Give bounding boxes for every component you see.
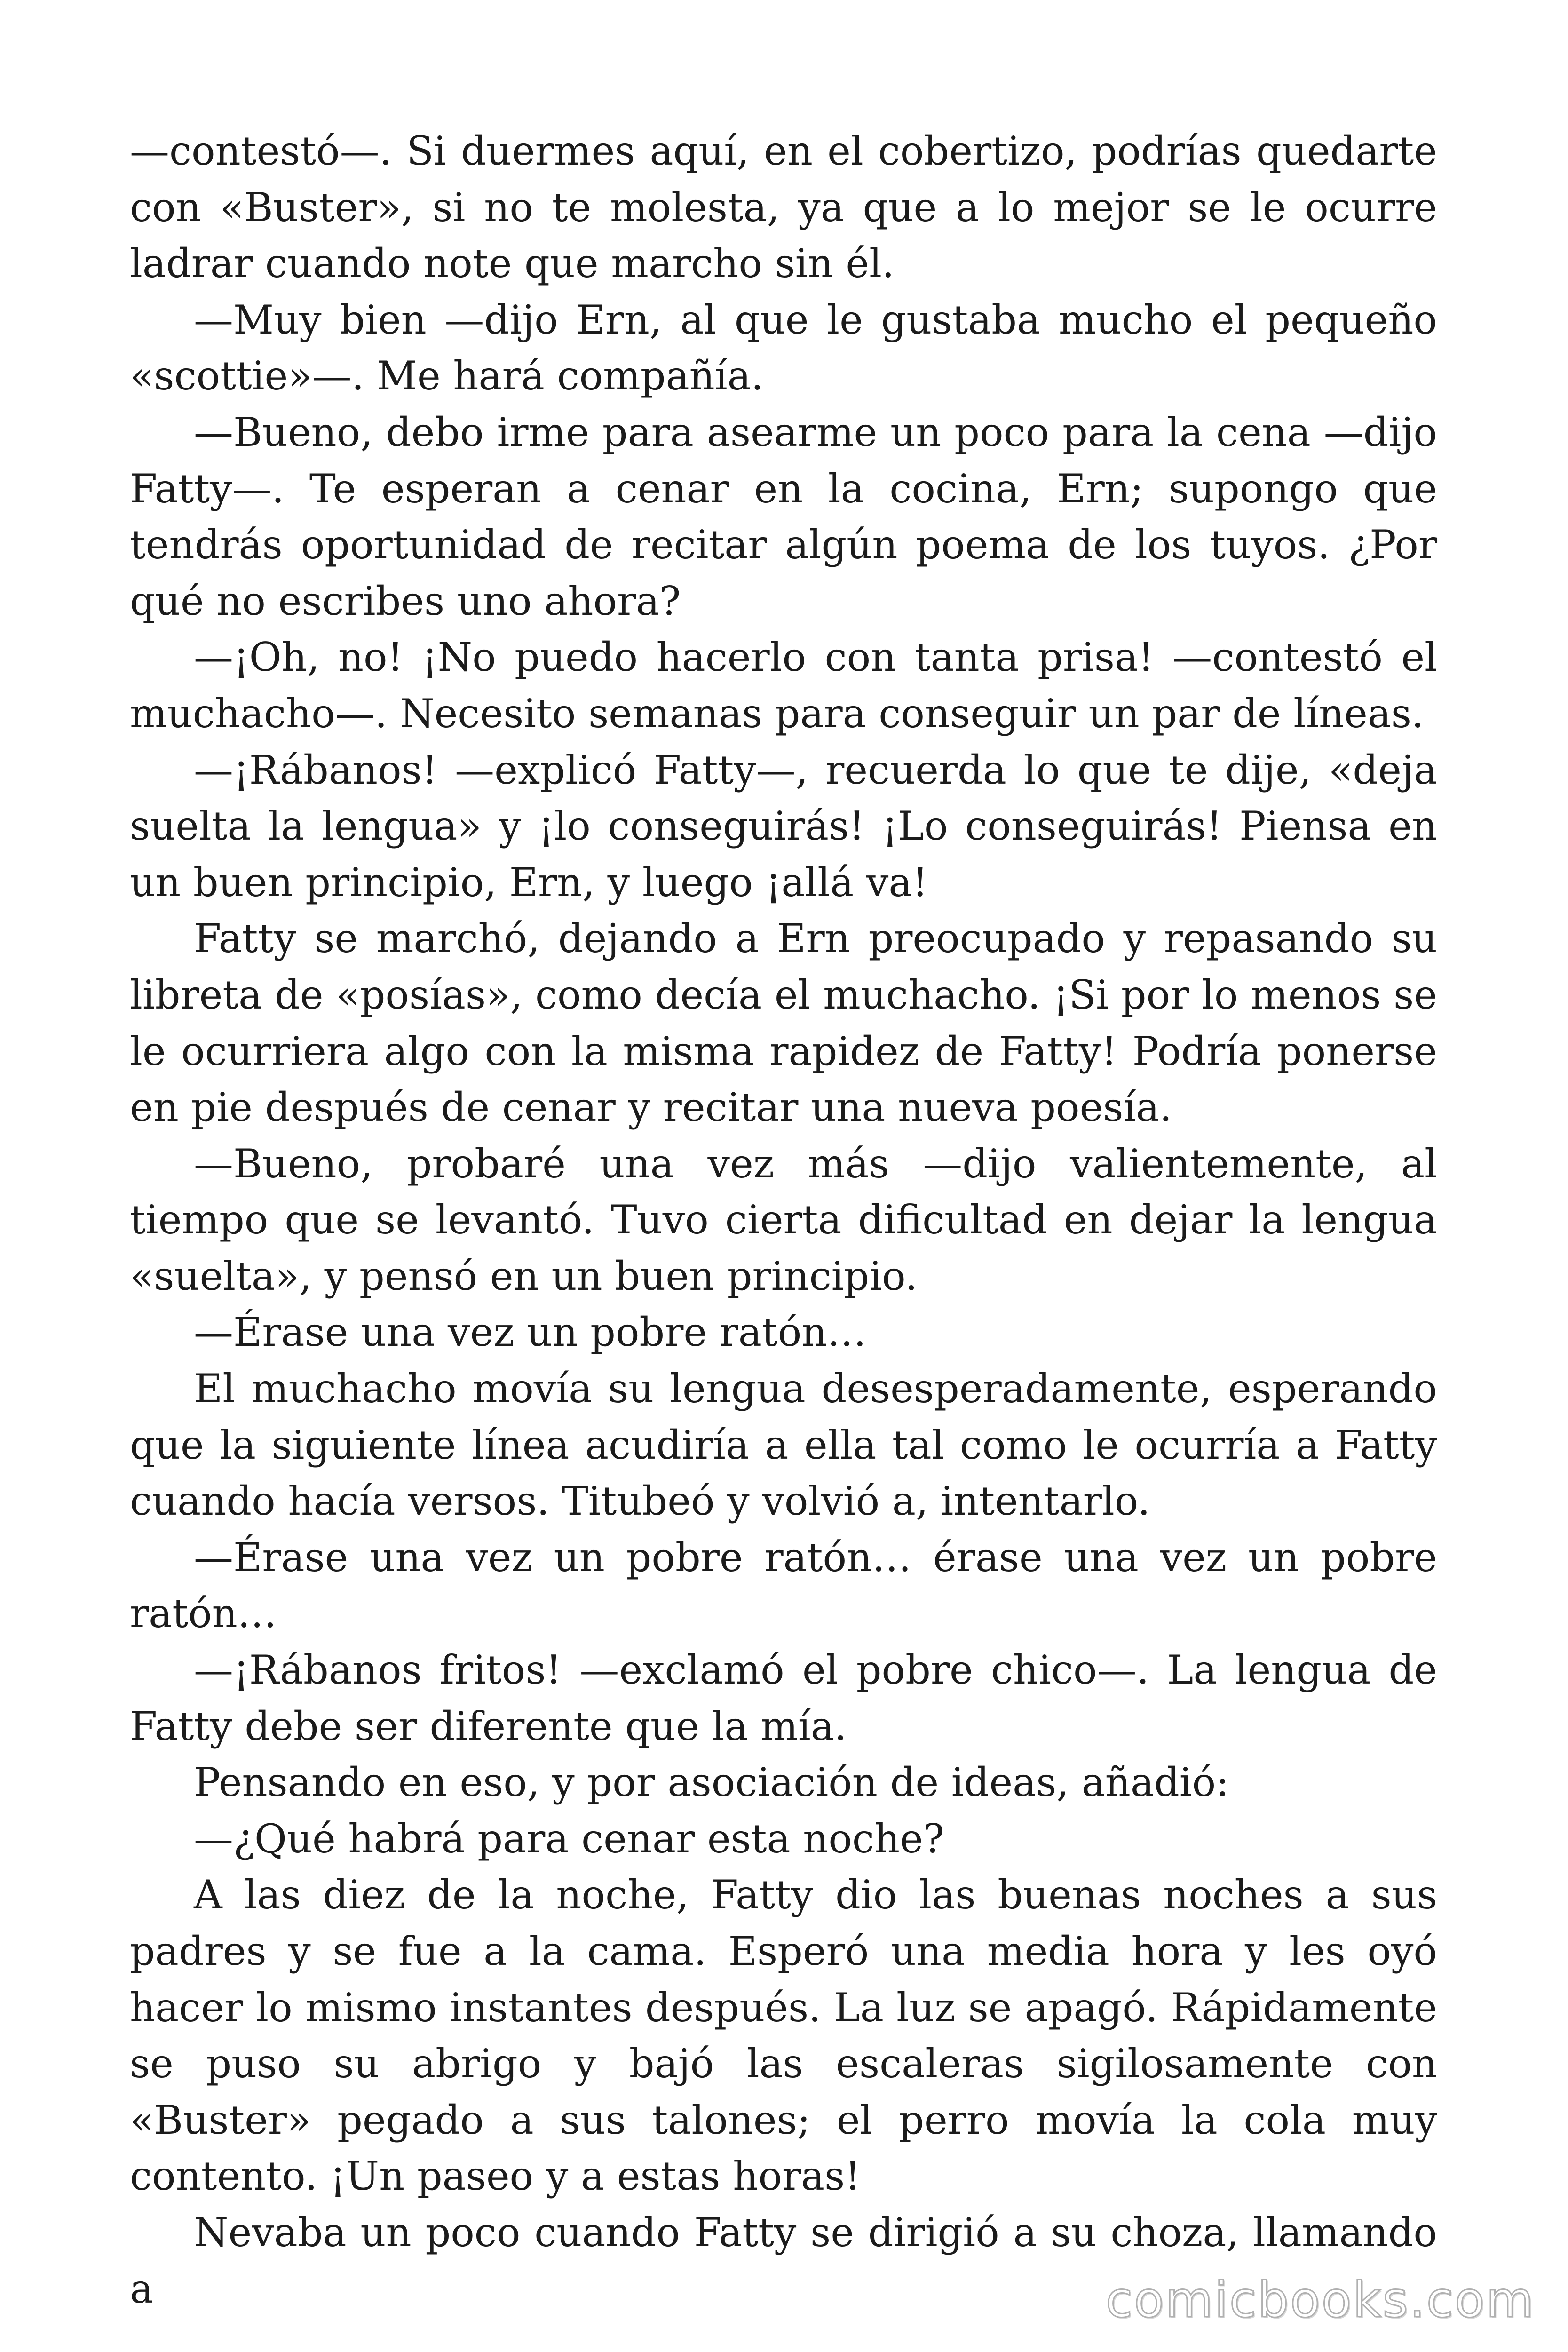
paragraph-2: —Muy bien —dijo Ern, al que le gustaba mucho el pequeño «scottie»—. Me hará compañía. (130, 296, 1437, 399)
paragraph-3: —Bueno, debo irme para asearme un poco para la cena —dijo Fatty—. Te esperan a cenar en la cocina, Ern; supongo que tendrás oportunidad de recitar algún poema de los tuyos. ¿Por qué no escribes uno ahora? (130, 409, 1437, 624)
paragraph-12: Pensando en eso, y por asociación de ideas, añadió: (194, 1759, 1229, 1806)
paragraph-11: —¡Rábanos fritos! —exclamó el pobre chico—. La lengua de Fatty debe ser diferente que la mía. (130, 1647, 1437, 1749)
paragraph-4: —¡Oh, no! ¡No puedo hacerlo con tanta prisa! —contestó el muchacho—. Necesito semanas para conseguir un par de líneas. (130, 634, 1437, 737)
paragraph-10: —Érase una vez un pobre ratón… érase una vez un pobre ratón… (130, 1534, 1437, 1637)
paragraph-6: Fatty se marchó, dejando a Ern preocupado y repasando su libreta de «posías», como decía el muchacho. ¡Si por lo menos se le ocurriera algo con la misma rapidez de Fatty! Podría ponerse en pie después de cenar y recitar una nueva poesía. (130, 915, 1437, 1131)
watermark: comicbooks.com (1105, 2271, 1535, 2328)
paragraph-7: —Bueno, probaré una vez más —dijo valientemente, al tiempo que se levantó. Tuvo cierta dificultad en dejar la lengua «suelta», y pensó en un buen principio. (130, 1140, 1437, 1299)
paragraph-8: —Érase una vez un pobre ratón… (194, 1309, 867, 1356)
paragraph-15: Nevaba un poco cuando Fatty se dirigió a su choza, llamando a (130, 2209, 1437, 2312)
paragraph-14: A las diez de la noche, Fatty dio las buenas noches a sus padres y se fue a la cama. Esperó una media hora y les oyó hacer lo mismo instantes después. La luz se apagó. Rápidamente se puso su abrigo y bajó las escaleras sigilosamente con «Buster» pegado a sus talones; el perro movía la cola muy contento. ¡Un paseo y a estas horas! (130, 1872, 1437, 2200)
page-body (130, 123, 1437, 2317)
paragraph-5: —¡Rábanos! —explicó Fatty—, recuerda lo que te dije, «deja suelta la lengua» y ¡lo conseguirás! ¡Lo conseguirás! Piensa en un buen principio, Ern, y luego ¡allá va! (130, 747, 1437, 906)
paragraph-13: —¿Qué habrá para cenar esta noche? (194, 1815, 944, 1862)
paragraph-1: —contestó—. Si duermes aquí, en el cobertizo, podrías quedarte con «Buster», si no te molesta, ya que a lo mejor se le ocurre ladrar cuando note que marcho sin él. (130, 128, 1437, 287)
paragraph-9: El muchacho movía su lengua desesperadamente, esperando que la siguiente línea acudiría a ella tal como le ocurría a Fatty cuando hacía versos. Titubeó y volvió a, intentarlo. (130, 1366, 1437, 1525)
